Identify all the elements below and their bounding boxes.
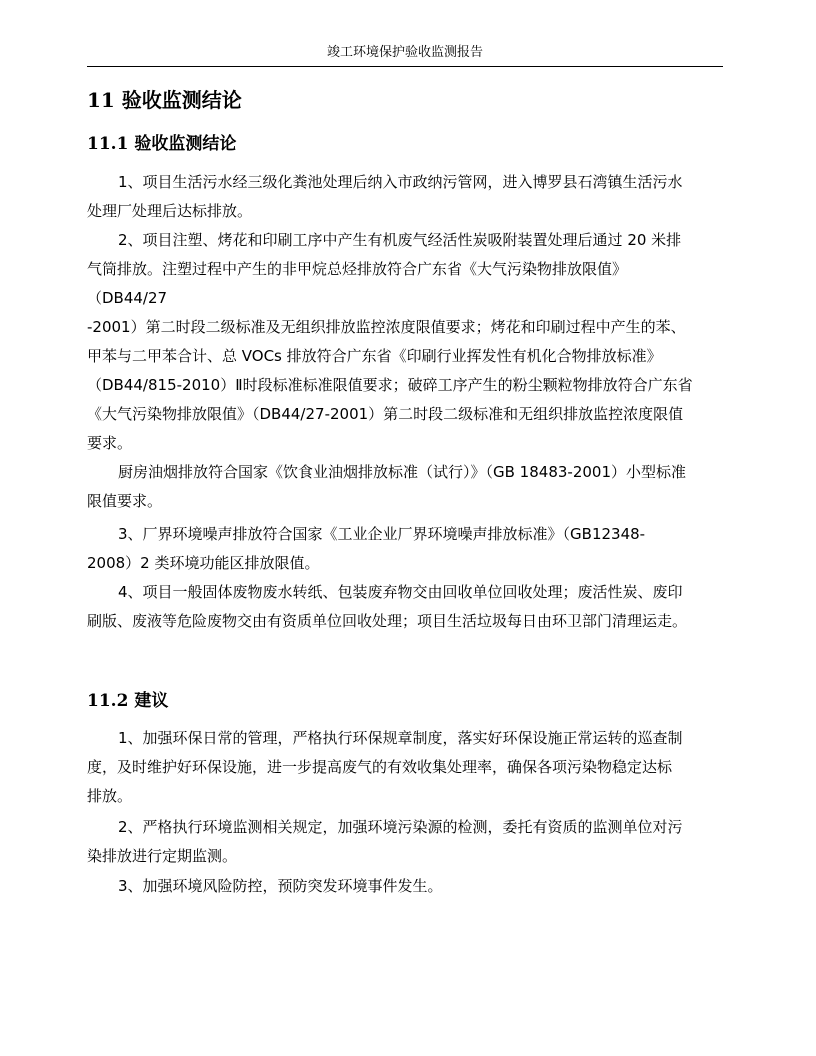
paragraph-line: 厨房油烟排放符合国家《饮食业油烟排放标准（试行）》（GB 18483-2001）小型标准 xyxy=(118,463,686,481)
paragraph-line: 甲苯与二甲苯合计、总 VOCs 排放符合广东省《印刷行业挥发性有机化合物排放标准》 xyxy=(87,347,662,365)
paragraph-line: 2、严格执行环境监测相关规定，加强环境污染源的检测，委托有资质的监测单位对污 xyxy=(118,818,683,836)
paragraph-line: 气筒排放。注塑过程中产生的非甲烷总烃排放符合广东省《大气污染物排放限值》 xyxy=(87,260,628,278)
paragraph-line: 排放。 xyxy=(87,787,133,805)
paragraph-line: -2001）第二时段二级标准及无组织排放监控浓度限值要求；烤花和印刷过程中产生的苯、 xyxy=(87,318,686,336)
paragraph-line: 1、加强环保日常的管理，严格执行环保规章制度，落实好环保设施正常运转的巡查制 xyxy=(118,729,683,747)
paragraph-line: 《大气污染物排放限值》（DB44/27-2001）第二时段二级标准和无组织排放监控浓度限值 xyxy=(87,405,684,423)
paragraph-line: 处理厂处理后达标排放。 xyxy=(87,202,253,220)
paragraph-line: 染排放进行定期监测。 xyxy=(87,847,238,865)
page-header: 竣工环境保护验收监测报告 xyxy=(87,43,723,67)
paragraph-line: （DB44/27 xyxy=(87,289,168,307)
paragraph-line: 限值要求。 xyxy=(87,492,163,510)
subsection-title-suggestions: 11.2 建议 xyxy=(87,691,169,711)
paragraph-line: 3、厂界环境噪声排放符合国家《工业企业厂界环境噪声排放标准》（GB12348- xyxy=(118,525,646,543)
paragraph-line: （DB44/815-2010）Ⅱ时段标准标准限值要求；破碎工序产生的粉尘颗粒物排放符合广东省 xyxy=(87,376,693,394)
paragraph-line: 2、项目注塑、烤花和印刷工序中产生有机废气经活性炭吸附装置处理后通过 20 米排 xyxy=(118,231,682,249)
paragraph-line: 1、项目生活污水经三级化粪池处理后纳入市政纳污管网，进入博罗县石湾镇生活污水 xyxy=(118,173,683,191)
paragraph-line: 4、项目一般固体废物废水转纸、包装废弃物交由回收单位回收处理；废活性炭、废印 xyxy=(118,583,683,601)
paragraph-line: 要求。 xyxy=(87,434,133,452)
section-title: 11 验收监测结论 xyxy=(87,88,242,112)
paragraph-line: 2008）2 类环境功能区排放限值。 xyxy=(87,554,320,572)
paragraph-line: 3、加强环境风险防控，预防突发环境事件发生。 xyxy=(118,877,443,895)
subsection-title-conclusions: 11.1 验收监测结论 xyxy=(87,134,237,154)
paragraph-line: 刷版、废液等危险废物交由有资质单位回收处理；项目生活垃圾每日由环卫部门清理运走。 xyxy=(87,612,688,630)
paragraph-line: 度，及时维护好环保设施，进一步提高废气的有效收集处理率，确保各项污染物稳定达标 xyxy=(87,758,673,776)
